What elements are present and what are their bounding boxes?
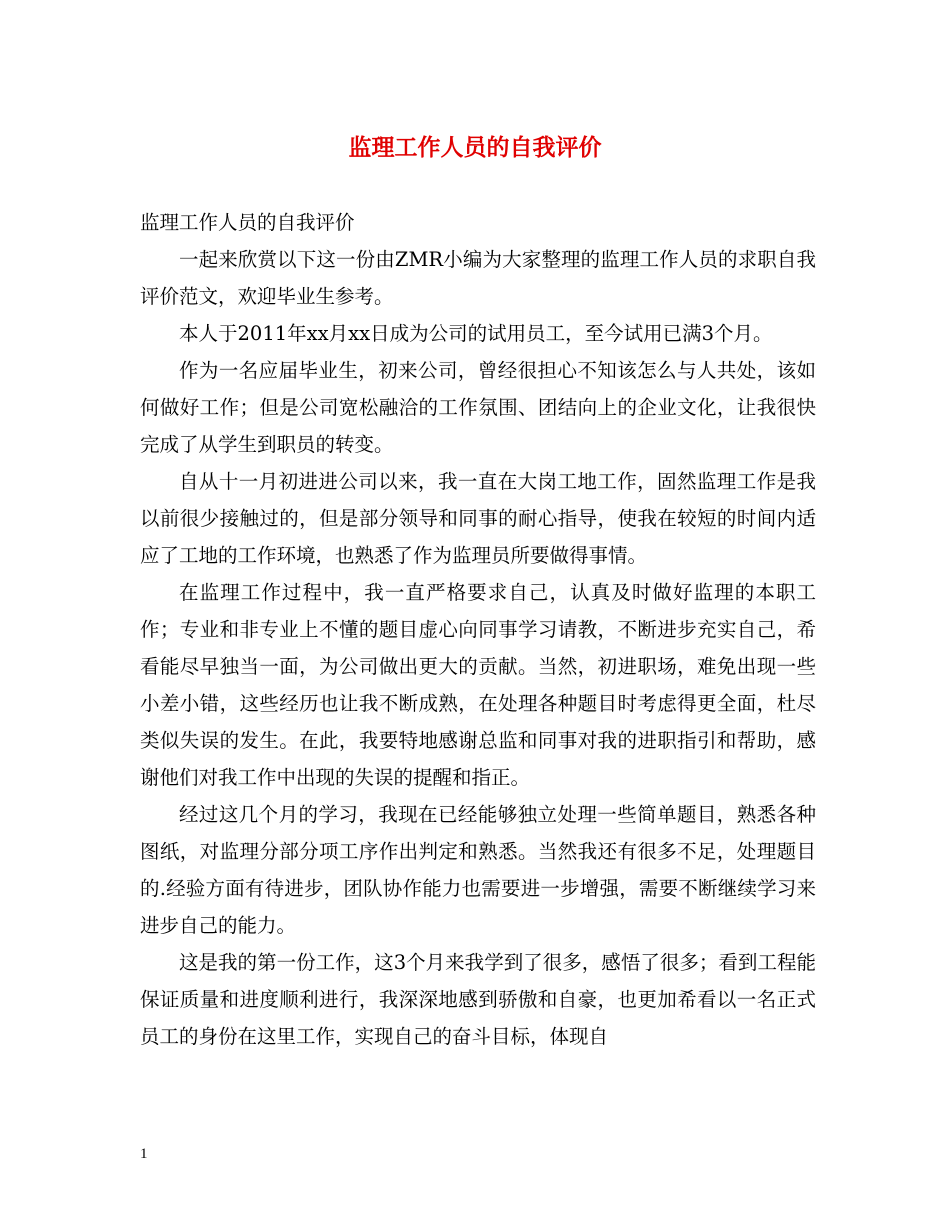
paragraph: 一起来欣赏以下这一份由ZMR小编为大家整理的监理工作人员的求职自我评价范文，欢迎毕业生参考。	[140, 248, 816, 308]
paragraph-heading: 监理工作人员的自我评价	[140, 211, 355, 234]
paragraph: 经过这几个月的学习，我现在已经能够独立处理一些简单题目，熟悉各种图纸，对监理分部分项工序作出判定和熟悉。当然我还有很多不足，处理题目的.经验方面有待进步，团队协作能力也需要进一步增强，需要不断继续学习来进步自己的能力。	[140, 803, 816, 937]
document-title: 监理工作人员的自我评价	[348, 134, 602, 161]
paragraph: 作为一名应届毕业生，初来公司，曾经很担心不知该怎么与人共处，该如何做好工作；但是公司宽松融洽的工作氛围、团结向上的企业文化，让我很快完成了从学生到职员的转变。	[140, 359, 816, 456]
paragraph: 在监理工作过程中，我一直严格要求自己，认真及时做好监理的本职工作；专业和非专业上不懂的题目虚心向同事学习请教，不断进步充实自己，希看能尽早独当一面，为公司做出更大的贡献。当然，初进职场，难免出现一些小差小错，这些经历也让我不断成熟，在处理各种题目时考虑得更全面，杜尽类似失误的发生。在此，我要特地感谢总监和同事对我的进职指引和帮助，感谢他们对我工作中出现的失误的提醒和指正。	[140, 581, 816, 789]
page-number: 1	[140, 1146, 148, 1162]
document-body	[140, 204, 816, 1055]
paragraph: 自从十一月初进进公司以来，我一直在大岗工地工作，固然监理工作是我以前很少接触过的，但是部分领导和同事的耐心指导，使我在较短的时间内适应了工地的工作环境，也熟悉了作为监理员所要做得事情。	[140, 470, 816, 567]
paragraph: 这是我的第一份工作，这3个月来我学到了很多，感悟了很多；看到工程能保证质量和进度顺利进行，我深深地感到骄傲和自豪，也更加希看以一名正式员工的身份在这里工作，实现自己的奋斗目标，体现自	[140, 951, 816, 1048]
paragraph: 本人于2011年xx月xx日成为公司的试用员工，至今试用已满3个月。	[179, 322, 773, 345]
